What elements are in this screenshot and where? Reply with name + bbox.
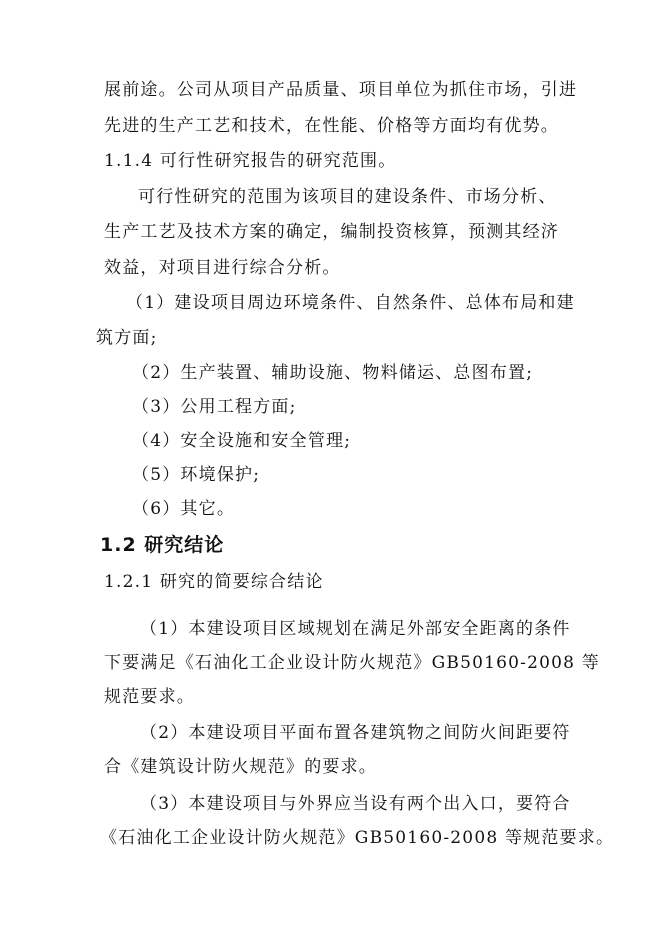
section-heading-1-2: 1.2 研究结论 <box>100 534 225 556</box>
list-item: （4）安全设施和安全管理; <box>132 431 352 451</box>
text-line: 规范要求。 <box>104 687 195 707</box>
text-line: 先进的生产工艺和技术，在性能、价格等方面均有优势。 <box>104 116 559 136</box>
text-line: 展前途。公司从项目产品质量、项目单位为抓住市场，引进 <box>104 80 578 100</box>
text-line: 下要满足《石油化工企业设计防火规范》GB50160-2008 等 <box>104 653 600 673</box>
text-line: 生产工艺及技术方案的确定，编制投资核算，预测其经济 <box>104 222 559 242</box>
list-item: （1）建设项目周边环境条件、自然条件、总体布局和建 <box>126 293 575 313</box>
list-item: （3）公用工程方面; <box>132 397 297 417</box>
text-line: 合《建筑设计防火规范》的要求。 <box>104 757 377 777</box>
text-line: 效益，对项目进行综合分析。 <box>104 258 341 278</box>
subsection-heading-1-2-1: 1.2.1 研究的简要综合结论 <box>104 572 324 592</box>
list-item: （2）生产装置、辅助设施、物料储运、总图布置; <box>132 363 534 383</box>
list-item: （3）本建设项目与外界应当设有两个出入口，要符合 <box>140 794 571 814</box>
text-line: 可行性研究的范围为该项目的建设条件、市场分析、 <box>138 187 557 207</box>
list-item: （2）本建设项目平面布置各建筑物之间防火间距要符 <box>140 723 571 743</box>
text-line: 筑方面; <box>96 328 158 348</box>
text-line: 《石油化工企业设计防火规范》GB50160-2008 等规范要求。 <box>100 828 615 848</box>
list-item: （6）其它。 <box>132 499 236 519</box>
list-item: （1）本建设项目区域规划在满足外部安全距离的条件 <box>140 619 571 639</box>
list-item: （5）环境保护; <box>132 465 261 485</box>
section-heading-1-1-4: 1.1.4 可行性研究报告的研究范围。 <box>104 151 397 171</box>
